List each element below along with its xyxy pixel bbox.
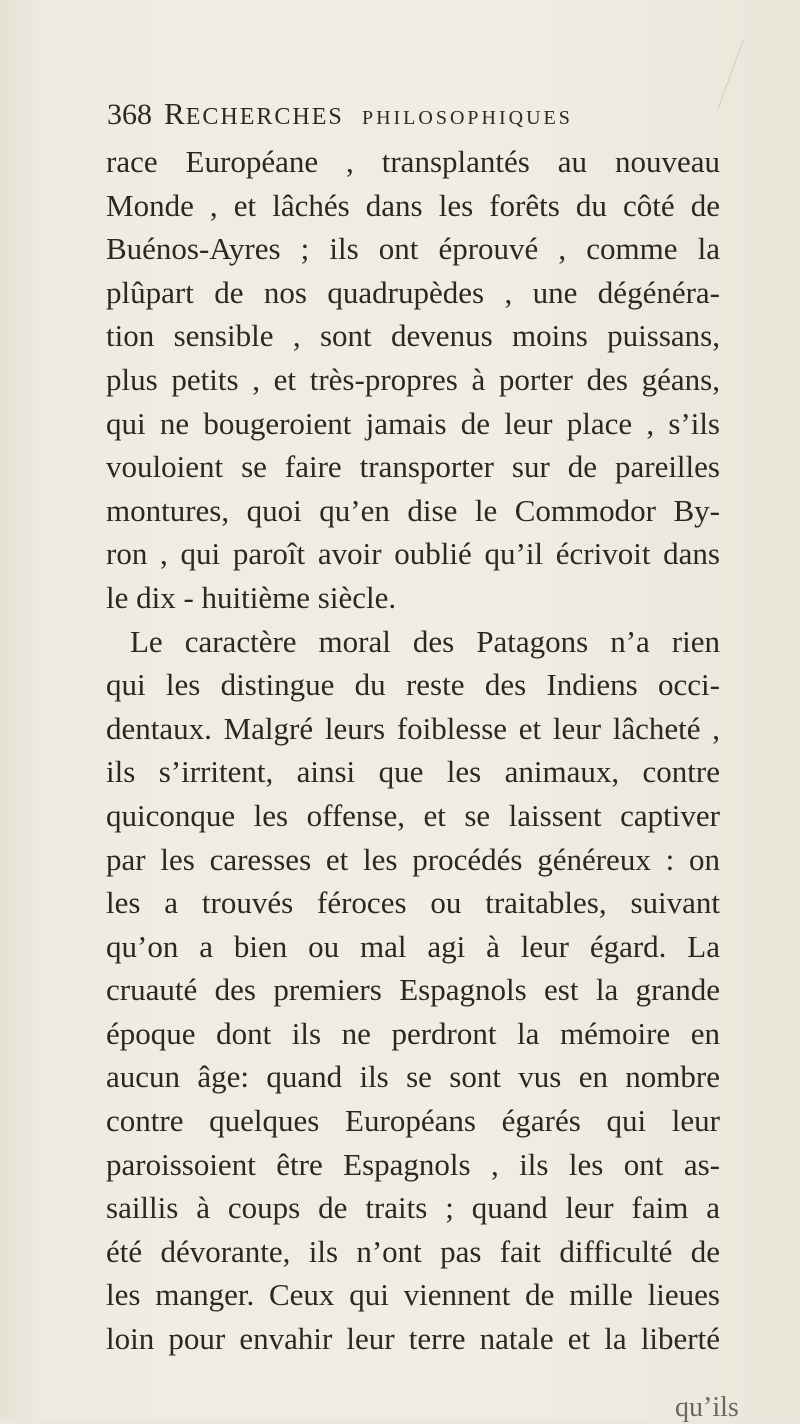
text-line: plus petits , et très-propres à porter des géans, [106, 361, 720, 397]
text-line: Monde , et lâchés dans les forêts du côté de [106, 187, 720, 223]
running-head-title: RECHERCHES PHILOSOPHIQUES [164, 96, 573, 131]
text-line: plûpart de nos quadrupèdes , une dégénéra- [106, 274, 720, 310]
text-line: le dix - huitième siècle. [106, 579, 397, 615]
text-line: dentaux. Malgré leurs foiblesse et leur lâcheté , [106, 710, 720, 746]
text-line: saillis à coups de traits ; quand leur faim a [106, 1190, 720, 1226]
text-line: les a trouvés féroces ou traitables, suivant [106, 885, 720, 921]
text-line: par les caresses et les procédés généreux : on [106, 841, 720, 877]
text-line: aucun âge: quand ils se sont vus en nombre [106, 1059, 720, 1095]
text-line: ron , qui paroît avoir oublié qu’il écrivoit dans [106, 536, 720, 572]
text-line: les manger. Ceux qui viennent de mille lieues [106, 1277, 720, 1313]
text-line: vouloient se faire transporter sur de pareilles [106, 449, 720, 485]
text-line: époque dont ils ne perdront la mémoire en [106, 1015, 720, 1051]
running-head [107, 96, 707, 136]
text-line: été dévorante, ils n’ont pas fait difficulté de [106, 1233, 720, 1269]
text-line: qu’on a bien ou mal agi à leur égard. La [106, 928, 720, 964]
text-line: ils s’irritent, ainsi que les animaux, contre [106, 754, 720, 790]
catchword: qu’ils [675, 1392, 739, 1423]
text-line: qui les distingue du reste des Indiens occi- [106, 667, 720, 703]
text-line: contre quelques Européans égarés qui leur [106, 1103, 720, 1139]
text-line: race Européane , transplantés au nouveau [106, 144, 720, 179]
text-line: qui ne bougeroient jamais de leur place , s’ils [106, 405, 720, 441]
text-line: montures, quoi qu’en dise le Commodor By- [106, 492, 720, 528]
body-text [106, 140, 720, 1361]
text-line: paroissoient être Espagnols , ils les ont as- [106, 1146, 720, 1182]
paragraph-start-line: Le caractère moral des Patagons n’a rien [130, 623, 720, 659]
text-line: loin pour envahir leur terre natale et la liberté [106, 1321, 720, 1357]
text-line: quiconque les offense, et se laissent captiver [106, 797, 720, 833]
text-line: Buénos-Ayres ; ils ont éprouvé , comme la [106, 231, 720, 267]
page-number: 368 [107, 98, 152, 131]
text-line: tion sensible , sont devenus moins puissans, [106, 318, 720, 354]
text-line: cruauté des premiers Espagnols est la grande [106, 972, 720, 1008]
